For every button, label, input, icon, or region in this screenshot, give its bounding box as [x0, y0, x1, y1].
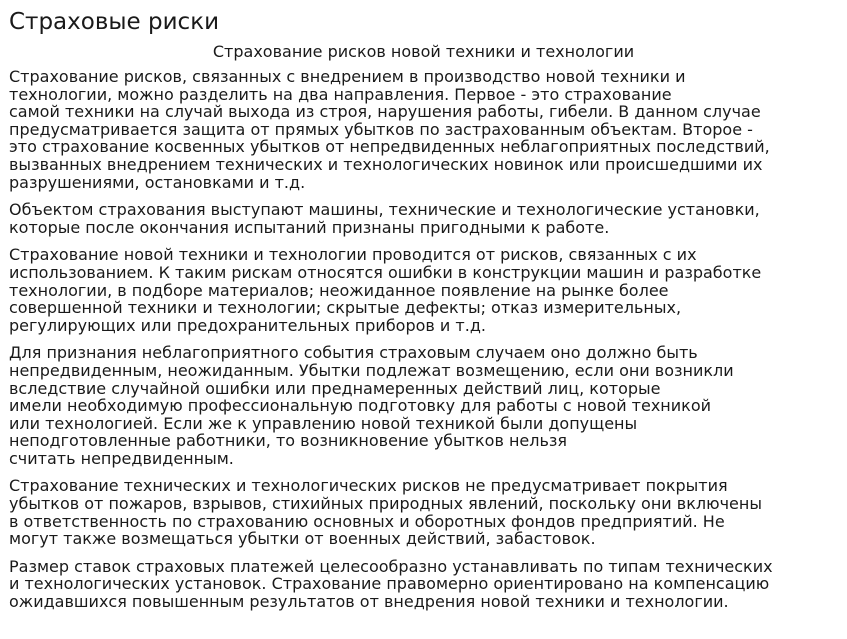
paragraph-3: Страхование новой техники и технологии проводится от рисков, связанных с их использованием. К таким рискам относятся ошибки в конструкции машин и разработке технологии, в подборе материалов; неожиданное появление на рынке более совершенной техники и технологии; скрытые дефекты; отказ измерительных, регулирующих или предохранительных приборов и т.д.	[9, 245, 762, 335]
paragraph-5: Страхование технических и технологических рисков не предусматривает покрытия убытков от пожаров, взрывов, стихийных природных явлений, поскольку они включены в ответственность по страхованию основных и оборотных фондов предприятий. Не могут также возмещаться убытки от военных действий, забастовок.	[9, 476, 762, 549]
section-subtitle: Страхование рисков новой техники и технологии	[212, 42, 635, 61]
page-title: Страховые риски	[9, 9, 220, 35]
paragraph-6: Размер ставок страховых платежей целесообразно устанавливать по типам технических и технологических установок. Страхование правомерно ориентировано на компенсацию ожидавшихся повышенным результатов от внедрения новой техники и технологии.	[9, 556, 773, 612]
paragraph-4: Для признания неблагоприятного события страховым случаем оно должно быть непредвиденным, неожиданным. Убытки подлежат возмещению, если они возникли вследствие случайной ошибки или преднамеренных действий лиц, которые имели необходимую профессиональную подготовку для работы с новой техникой или технологией. Если же к управлению новой техникой были допущены неподготовленные работники, то возникновение убытков нельзя считать непредвиденным.	[9, 343, 734, 468]
paragraph-2: Объектом страхования выступают машины, технические и технологические установки, которые после окончания испытаний признаны пригодными к работе.	[9, 200, 760, 237]
paragraph-1: Страхование рисков, связанных с внедрением в производство новой техники и технологии, можно разделить на два направления. Первое - это страхование самой техники на случай выхода из строя, нарушения работы, гибели. В данном случае предусматривается защита от прямых убытков по застрахованным объектам. Второе - это страхование косвенных убытков от непредвиденных неблагоприятных последствий, вызванных внедрением технических и технологических новинок или происшедшими их разрушениями, остановками и т.д.	[9, 67, 770, 192]
